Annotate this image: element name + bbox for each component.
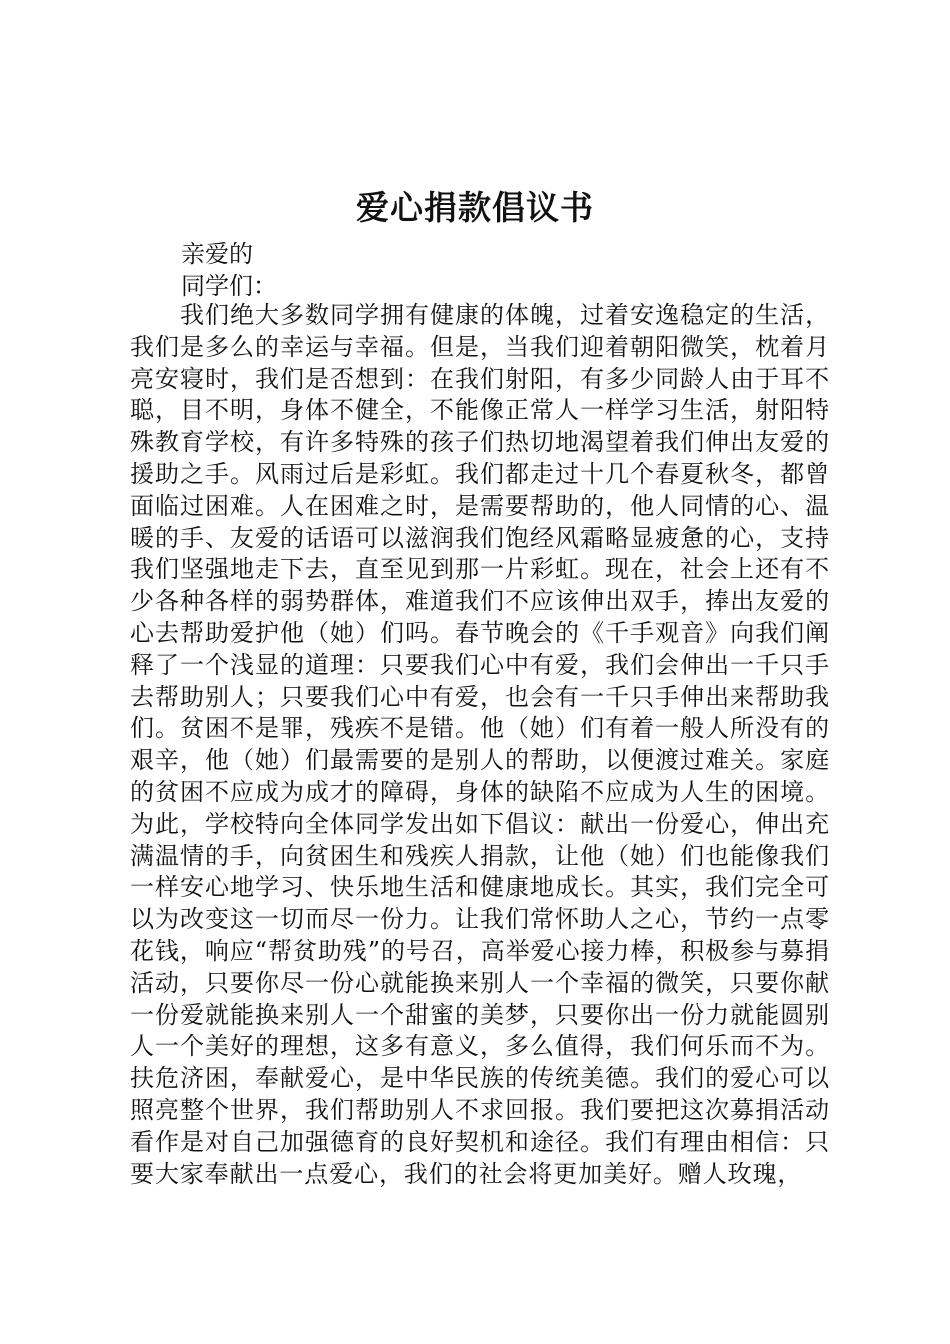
salutation-line-1: 亲爱的	[181, 240, 253, 268]
body-paragraph: 我们绝大多数同学拥有健康的体魄，过着安逸稳定的生活，我们是多么的幸运与幸福。但是，当我们迎着朝阳微笑，枕着月亮安寝时，我们是否想到：在我们射阳，有多少同龄人由于耳不聪，目不明，身体不健全，不能像正常人一样学习生活，射阳特殊教育学校，有许多特殊的孩子们热切地渴望着我们伸出友爱的援助之手。风雨过后是彩虹。我们都走过十几个春夏秋冬，都曾面临过困难。人在困难之时，是需要帮助的，他人同情的心、温暖的手、友爱的话语可以滋润我们饱经风霜略显疲惫的心，支持我们坚强地走下去，直至见到那一片彩虹。现在，社会上还有不少各种各样的弱势群体，难道我们不应该伸出双手，捧出友爱的心去帮助爱护他（她）们吗。春节晚会的《千手观音》向我们阐释了一个浅显的道理：只要我们心中有爱，我们会伸出一千只手去帮助别人；只要我们心中有爱，也会有一千只手伸出来帮助我们。贫困不是罪，残疾不是错。他（她）们有着一般人所没有的艰辛，他（她）们最需要的是别人的帮助，以便渡过难关。家庭的贫困不应成为成才的障碍，身体的缺陷不应成为人生的困境。为此，学校特向全体同学发出如下倡议：献出一份爱心，伸出充满温情的手，向贫困生和残疾人捐款，让他（她）们也能像我们一样安心地学习、快乐地生活和健康地成长。其实，我们完全可以为改变这一切而尽一份力。让我们常怀助人之心，节约一点零花钱，响应“帮贫助残”的号召，高举爱心接力棒，积极参与募捐活动，只要你尽一份心就能换来别人一个幸福的微笑，只要你献一份爱就能换来别人一个甜蜜的美梦，只要你出一份力就能圆别人一个美好的理想，这多有意义，多么值得，我们何乐而不为。扶危济困，奉献爱心，是中华民族的传统美德。我们的爱心可以照亮整个世界，我们帮助别人不求回报。我们要把这次募捐活动看作是对自己加强德育的良好契机和途径。我们有理由相信：只要大家奉献出一点爱心，我们的社会将更加美好。赠人玫瑰，	[130, 301, 830, 1188]
document-title: 爱心捐款倡议书	[356, 188, 594, 227]
salutation-line-2: 同学们：	[181, 272, 277, 300]
